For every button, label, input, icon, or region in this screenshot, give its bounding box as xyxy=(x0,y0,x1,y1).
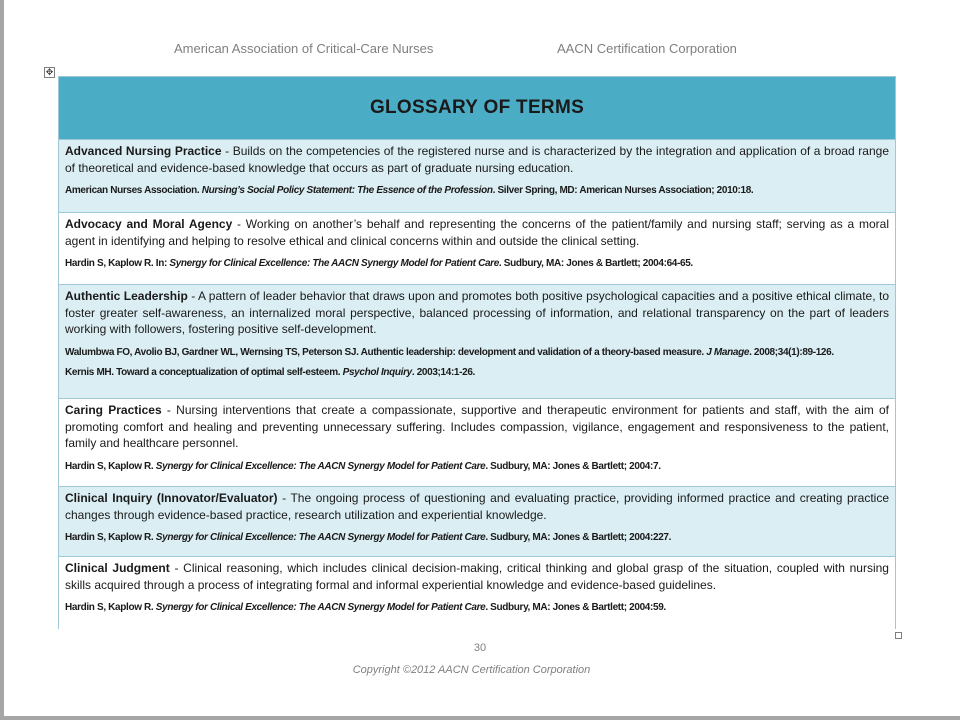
glossary-entry xyxy=(59,285,895,399)
header-org-right: AACN Certification Corporation xyxy=(557,41,737,56)
entry-term: Advocacy and Moral Agency xyxy=(65,217,233,231)
entry-reference: Walumbwa FO, Avolio BJ, Gardner WL, Wernsing TS, Peterson SJ. Authentic leadership: development and validation of a theory-based measure. J Manage. 2008;34(1):89-126. xyxy=(65,346,834,358)
entry-definition: Clinical Inquiry (Innovator/Evaluator) - The ongoing process of questioning and evaluating practice, providing informed practice and creating practice changes through evidence-based practice, research utilization and experiential knowledge. xyxy=(65,491,889,522)
table-move-handle-icon[interactable]: ✥ xyxy=(45,67,54,77)
entry-definition: Advanced Nursing Practice - Builds on the competencies of the registered nurse and is characterized by the integration and application of a broad range of theoretical and evidence-based knowledge that occurs as part of graduate nursing education. xyxy=(65,144,889,175)
entry-term: Advanced Nursing Practice xyxy=(65,144,222,158)
glossary-entry xyxy=(59,557,895,629)
glossary-entry xyxy=(59,399,895,487)
entry-term: Authentic Leadership xyxy=(65,289,188,303)
entry-term: Clinical Judgment xyxy=(65,561,170,575)
page-edge xyxy=(0,0,4,720)
entry-term: Caring Practices xyxy=(65,403,162,417)
entry-reference: Hardin S, Kaplow R. Synergy for Clinical Excellence: The AACN Synergy Model for Patient Care. Sudbury, MA: Jones & Bartlett; 2004:7. xyxy=(65,460,661,472)
page-header xyxy=(0,41,960,59)
entry-term: Clinical Inquiry (Innovator/Evaluator) xyxy=(65,491,278,505)
page-number: 30 xyxy=(473,642,487,654)
entry-definition: Clinical Judgment - Clinical reasoning, which includes clinical decision-making, critical thinking and global grasp of the situation, coupled with nursing skills acquired through a process of integrating formal and informal experiential knowledge and evidence-based guidelines. xyxy=(65,561,889,592)
entry-definition: Authentic Leadership - A pattern of leader behavior that draws upon and promotes both positive psychological capacities and a positive ethical climate, to foster greater self-awareness, an internalized moral perspective, balanced processing of information, and relational transparency on the part of leaders working with followers, fostering positive self-development. xyxy=(65,289,890,336)
entry-reference: Kernis MH. Toward a conceptualization of optimal self-esteem. Psychol Inquiry. 2003;14:1-26. xyxy=(65,366,475,378)
entry-reference: Hardin S, Kaplow R. Synergy for Clinical Excellence: The AACN Synergy Model for Patient Care. Sudbury, MA: Jones & Bartlett; 2004:59. xyxy=(65,602,666,613)
entry-definition: Caring Practices - Nursing interventions that create a compassionate, supportive and therapeutic environment for patients and staff, with the aim of promoting comfort and healing and preventing unnecessary suffering. Includes compassion, vigilance, engagement and responsiveness to the patient, family and healthcare personnel. xyxy=(65,403,889,450)
glossary-title-bar xyxy=(59,77,895,140)
entry-reference: American Nurses Association. Nursing’s Social Policy Statement: The Essence of the Profession. Silver Spring, MD: American Nurses Association; 2010:18. xyxy=(65,185,754,196)
copyright-notice: Copyright ©2012 AACN Certification Corporation xyxy=(352,664,591,676)
glossary-entry xyxy=(59,213,895,285)
entry-definition: Advocacy and Moral Agency - Working on another’s behalf and representing the concerns of the patient/family and nursing staff; serving as a moral agent in identifying and helping to resolve ethical and clinical concerns within and outside the clinical setting. xyxy=(65,217,889,248)
entry-reference: Hardin S, Kaplow R. In: Synergy for Clinical Excellence: The AACN Synergy Model for Patient Care. Sudbury, MA: Jones & Bartlett; 2004:64-65. xyxy=(65,258,693,269)
glossary-entry xyxy=(59,140,895,213)
glossary-entry xyxy=(59,487,895,557)
page-edge xyxy=(0,716,960,720)
table-resize-handle[interactable] xyxy=(895,632,902,639)
glossary-table xyxy=(58,76,896,629)
entry-reference: Hardin S, Kaplow R. Synergy for Clinical Excellence: The AACN Synergy Model for Patient Care. Sudbury, MA: Jones & Bartlett; 2004:227. xyxy=(65,532,672,543)
glossary-title: GLOSSARY OF TERMS xyxy=(369,97,585,118)
header-org-left: American Association of Critical-Care Nurses xyxy=(174,41,434,56)
